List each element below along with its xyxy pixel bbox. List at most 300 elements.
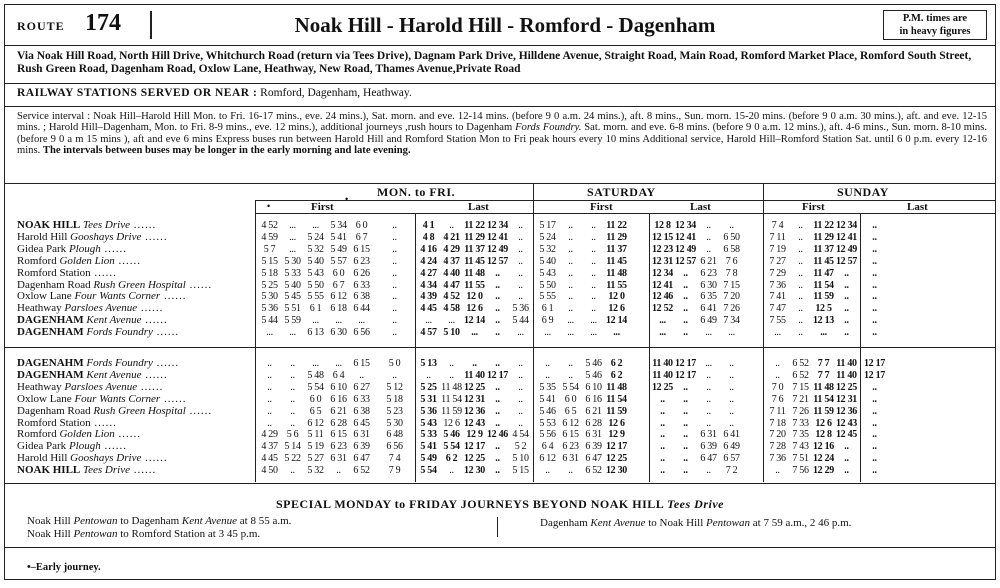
outbound-time-r5-c6: 4 34 <box>420 279 437 291</box>
inbound-time-r3-c12: 6 0 <box>564 393 577 405</box>
inbound-time-r7-c20: 7 43 <box>792 441 809 453</box>
inbound-time-r3-c3: 6 16 <box>330 393 347 405</box>
outbound-time-r9-c10: ... <box>517 327 524 339</box>
inbound-time-r0-c19: .. <box>775 358 780 369</box>
inbound-time-r5-c6: 5 43 <box>420 417 437 429</box>
stop-detail: Plough <box>66 242 101 255</box>
inbound-time-r5-c0: .. <box>267 417 272 429</box>
divider <box>5 183 995 184</box>
inbound-time-r6-c21: 12 8 <box>815 429 832 441</box>
leader-dots: ...... <box>100 242 127 255</box>
stop-name: Dagenham Road <box>17 404 91 417</box>
inbound-time-r1-c15: 11 40 <box>652 369 673 381</box>
outbound-time-r3-c18: 7 6 <box>725 255 738 267</box>
inbound-time-r0-c10: .. <box>518 358 523 369</box>
outbound-time-r8-c13: ... <box>590 315 597 327</box>
outbound-time-r2-c19: 7 19 <box>769 243 786 255</box>
inbound-time-r4-c5: 5 23 <box>386 405 403 417</box>
inbound-time-r6-c9: 12 46 <box>486 429 508 441</box>
inbound-time-r3-c23: .. <box>872 393 877 405</box>
inbound-time-r9-c16: .. <box>683 465 688 477</box>
outbound-time-r9-c8: ... <box>471 327 478 339</box>
outbound-time-r4-c6: 4 27 <box>420 267 437 279</box>
inbound-time-r1-c18: .. <box>729 369 734 381</box>
outbound-time-r9-c20: .. <box>798 327 803 339</box>
outbound-time-r0-c19: 7 4 <box>771 220 784 231</box>
inbound-time-r9-c3: .. <box>336 465 341 477</box>
inbound-time-r5-c10: .. <box>518 417 523 429</box>
outbound-time-r1-c23: .. <box>872 231 877 243</box>
outbound-time-r3-c0: 5 15 <box>261 255 278 267</box>
inbound-time-r9-c19: .. <box>775 465 780 477</box>
inbound-time-r4-c21: 11 59 <box>813 405 834 417</box>
inbound-time-r8-c23: .. <box>872 453 877 465</box>
outbound-time-r5-c14: 11 55 <box>606 279 627 291</box>
outbound-time-r1-c14: 11 29 <box>606 231 627 243</box>
inbound-time-r7-c1: 5 14 <box>284 441 301 453</box>
leader-dots: ...... <box>141 230 168 243</box>
inbound-time-r1-c11: .. <box>545 369 550 381</box>
outbound-time-r5-c8: 11 55 <box>464 279 485 291</box>
outbound-time-r8-c3: ... <box>335 315 342 327</box>
subheader-first-sunday: First <box>802 201 825 213</box>
outbound-time-r1-c18: 6 50 <box>723 231 740 243</box>
leader-dots: ...... <box>160 290 187 303</box>
special-heading-text: SPECIAL MONDAY to FRIDAY JOURNEYS BEYOND NOAK HILL <box>276 497 664 511</box>
outbound-time-r9-c16: .. <box>683 327 688 339</box>
outbound-time-r3-c11: 5 40 <box>539 255 556 267</box>
inbound-time-r4-c20: 7 26 <box>792 405 809 417</box>
inbound-time-r9-c12: .. <box>568 465 573 477</box>
outbound-time-r2-c10: .. <box>518 243 523 255</box>
inbound-time-r8-c9: .. <box>495 453 500 465</box>
outbound-time-r9-c15: ... <box>659 327 666 339</box>
inbound-time-r8-c6: 5 49 <box>420 453 437 465</box>
inbound-time-r4-c16: .. <box>683 405 688 417</box>
outbound-time-r0-c16: 12 34 <box>674 220 696 231</box>
stop-name: Oxlow Lane <box>17 392 72 405</box>
route-title: Noak Hill - Harold Hill - Romford - Dagenham <box>294 13 716 37</box>
sp3-to-detail: Pentowan <box>706 517 750 529</box>
inbound-time-r5-c20: 7 33 <box>792 417 809 429</box>
outbound-time-r4-c17: 6 23 <box>700 267 717 279</box>
inbound-time-r0-c11: .. <box>545 358 550 369</box>
inbound-time-r9-c1: .. <box>290 465 295 477</box>
inbound-time-r3-c19: 7 6 <box>771 393 784 405</box>
inbound-time-r5-c2: 6 12 <box>307 417 324 429</box>
inbound-time-r8-c8: 12 25 <box>463 453 485 465</box>
inbound-time-r0-c9: .. <box>495 358 500 369</box>
inbound-time-r8-c12: 6 31 <box>562 453 579 465</box>
special-journeys-heading <box>5 497 995 512</box>
inbound-time-r0-c14: 6 2 <box>610 358 623 369</box>
outbound-time-r4-c21: 11 47 <box>813 267 834 279</box>
outbound-time-r4-c8: 11 48 <box>464 267 485 279</box>
outbound-time-r0-c23: .. <box>872 220 877 231</box>
outbound-time-r8-c21: 12 13 <box>812 315 834 327</box>
outbound-time-r3-c14: 11 45 <box>606 255 627 267</box>
inbound-time-r2-c17: .. <box>706 381 711 393</box>
inbound-time-r5-c16: .. <box>683 417 688 429</box>
inbound-time-r4-c22: 12 36 <box>835 405 857 417</box>
outbound-time-r9-c11: ... <box>544 327 551 339</box>
outbound-time-r5-c10: .. <box>518 279 523 291</box>
inbound-time-r9-c17: .. <box>706 465 711 477</box>
inbound-stop-4 <box>17 406 212 417</box>
inbound-time-r5-c21: 12 6 <box>815 417 832 429</box>
inbound-time-r3-c7: 11 54 <box>441 393 462 405</box>
inbound-time-r2-c11: 5 35 <box>539 381 556 393</box>
stop-name: Romford <box>17 254 57 267</box>
outbound-time-r3-c3: 5 57 <box>330 255 347 267</box>
inbound-time-r1-c23: 12 17 <box>863 369 885 381</box>
stop-name: NOAK HILL <box>17 219 81 231</box>
inbound-stop-7 <box>17 441 127 452</box>
inbound-time-r7-c7: 5 54 <box>443 441 460 453</box>
header-divider <box>150 11 152 39</box>
outbound-time-r7-c15: 12 52 <box>651 303 673 315</box>
stop-detail: Kent Avenue <box>83 314 142 327</box>
outbound-time-r8-c8: 12 14 <box>463 315 485 327</box>
stop-name: DAGENHAM <box>17 326 84 339</box>
outbound-time-r3-c16: 12 57 <box>674 255 696 267</box>
outbound-time-r9-c4: 6 56 <box>353 327 370 339</box>
outbound-time-r9-c23: .. <box>872 327 877 339</box>
outbound-time-r6-c20: .. <box>798 291 803 303</box>
stop-detail: Kent Avenue <box>83 368 142 381</box>
stop-name: Romford Station <box>17 266 91 279</box>
inbound-time-r0-c17: ... <box>705 358 712 369</box>
outbound-time-r3-c6: 4 24 <box>420 255 437 267</box>
inbound-time-r8-c18: 6 57 <box>723 453 740 465</box>
inbound-time-r4-c15: .. <box>660 405 665 417</box>
railway-label: RAILWAY STATIONS SERVED OR NEAR : <box>17 87 258 99</box>
inbound-time-r6-c15: .. <box>660 429 665 441</box>
inbound-time-r0-c22: 11 40 <box>836 358 857 369</box>
stop-detail: Parsloes Avenue <box>61 380 138 393</box>
inbound-time-r8-c4: 6 47 <box>353 453 370 465</box>
outbound-time-r0-c6: 4 1 <box>422 220 435 231</box>
leader-dots: ...... <box>141 452 168 465</box>
inbound-time-r5-c15: .. <box>660 417 665 429</box>
outbound-time-r0-c13: .. <box>591 220 596 231</box>
outbound-time-r9-c14: ... <box>613 327 620 339</box>
outbound-time-r9-c7: 5 10 <box>443 327 460 339</box>
outbound-time-r2-c20: .. <box>798 243 803 255</box>
route-number: 174 <box>85 10 121 36</box>
special-journey-3 <box>540 517 851 529</box>
inbound-time-r7-c10: 5 2 <box>514 441 527 453</box>
outbound-time-r9-c12: ... <box>567 327 574 339</box>
inbound-time-r2-c15: 12 25 <box>651 381 673 393</box>
outbound-time-r6-c11: 5 55 <box>539 291 556 303</box>
inbound-time-r6-c2: 5 11 <box>307 429 324 441</box>
inbound-time-r2-c1: .. <box>290 381 295 393</box>
outbound-time-r6-c0: 5 30 <box>261 291 278 303</box>
inbound-time-r2-c21: 11 48 <box>813 381 834 393</box>
outbound-time-r6-c18: 7 20 <box>723 291 740 303</box>
outbound-time-r1-c20: .. <box>798 231 803 243</box>
divider <box>5 83 995 84</box>
inbound-time-r4-c7: 11 59 <box>441 405 462 417</box>
outbound-time-r9-c19: ... <box>774 327 781 339</box>
stop-detail: Gooshays Drive <box>67 230 142 243</box>
subheader-rule <box>255 213 995 214</box>
stop-name: Dagenham Road <box>17 278 91 291</box>
divider <box>5 547 995 548</box>
early-journey-mark: • <box>267 201 271 211</box>
outbound-time-r2-c17: .. <box>706 243 711 255</box>
inbound-time-r5-c14: 12 6 <box>608 417 625 429</box>
inbound-time-r6-c1: 5 6 <box>286 429 299 441</box>
special-journey-2 <box>27 528 260 540</box>
inbound-time-r9-c4: 6 52 <box>353 465 370 477</box>
outbound-time-r4-c4: 6 26 <box>353 267 370 279</box>
outbound-time-r7-c16: .. <box>683 303 688 315</box>
inbound-stop-9 <box>17 465 156 476</box>
inbound-stop-0 <box>17 358 179 369</box>
inbound-time-r3-c17: .. <box>706 393 711 405</box>
outbound-stop-5 <box>17 280 212 291</box>
inbound-time-r7-c9: .. <box>495 441 500 453</box>
outbound-time-r7-c3: 6 18 <box>330 303 347 315</box>
inbound-time-r4-c6: 5 36 <box>420 405 437 417</box>
inbound-time-r6-c20: 7 35 <box>792 429 809 441</box>
inbound-time-r3-c10: .. <box>518 393 523 405</box>
inbound-time-r7-c17: 6 39 <box>700 441 717 453</box>
inbound-time-r6-c0: 4 29 <box>261 429 278 441</box>
outbound-time-r8-c15: ... <box>659 315 666 327</box>
inbound-time-r2-c10: .. <box>518 381 523 393</box>
leader-dots: ...... <box>160 392 187 405</box>
outbound-time-r9-c13: ... <box>590 327 597 339</box>
inbound-time-r5-c19: 7 18 <box>769 417 786 429</box>
inbound-time-r7-c19: 7 28 <box>769 441 786 453</box>
outbound-time-r7-c1: 5 51 <box>284 303 301 315</box>
inbound-time-r4-c1: .. <box>290 405 295 417</box>
outbound-time-r7-c8: 12 6 <box>466 303 483 315</box>
inbound-time-r7-c21: 12 16 <box>812 441 834 453</box>
outbound-time-r6-c15: 12 46 <box>651 291 673 303</box>
service-interval <box>17 111 987 157</box>
inbound-time-r7-c23: .. <box>872 441 877 453</box>
day-header-monfri: MON. to FRI. <box>377 185 455 199</box>
special-heading-italic: Tees Drive <box>667 497 724 511</box>
outbound-time-r4-c13: .. <box>591 267 596 279</box>
outbound-time-r6-c16: .. <box>683 291 688 303</box>
inbound-time-r3-c6: 5 31 <box>420 393 437 405</box>
leader-dots: ...... <box>152 357 180 369</box>
outbound-stop-4 <box>17 268 117 279</box>
inbound-time-r1-c16: 12 17 <box>674 369 696 381</box>
inbound-time-r1-c4: .. <box>359 369 364 381</box>
inbound-time-r3-c18: .. <box>729 393 734 405</box>
inbound-time-r0-c13: 5 46 <box>585 358 602 369</box>
inbound-time-r6-c22: 12 45 <box>835 429 857 441</box>
inbound-time-r8-c22: .. <box>844 453 849 465</box>
inbound-time-r5-c8: 12 43 <box>463 417 485 429</box>
inbound-time-r7-c12: 6 23 <box>562 441 579 453</box>
outbound-time-r4-c2: 5 43 <box>307 267 324 279</box>
service-interval-note: The intervals between buses may be longer in the early morning and late evening. <box>42 145 411 157</box>
outbound-time-r6-c13: .. <box>591 291 596 303</box>
leader-dots: ...... <box>114 254 142 267</box>
inbound-time-r4-c2: 6 5 <box>309 405 322 417</box>
inbound-time-r8-c21: 12 24 <box>812 453 834 465</box>
leader-dots: ...... <box>137 380 164 393</box>
inbound-time-r9-c13: 6 52 <box>585 465 602 477</box>
outbound-time-r1-c2: 5 24 <box>307 231 324 243</box>
outbound-time-r6-c12: .. <box>568 291 573 303</box>
sp1-from: Noak Hill <box>27 515 71 527</box>
day-header-saturday: SATURDAY <box>587 185 656 199</box>
inbound-time-r9-c8: 12 30 <box>463 465 485 477</box>
inbound-time-r6-c10: 4 54 <box>512 429 529 441</box>
leader-dots: ...... <box>100 440 127 453</box>
inbound-time-r7-c13: 6 39 <box>585 441 602 453</box>
outbound-time-r0-c12: .. <box>568 220 573 231</box>
outbound-time-r6-c22: .. <box>844 291 849 303</box>
inbound-time-r7-c8: 12 17 <box>463 441 485 453</box>
inbound-time-r4-c0: .. <box>267 405 272 417</box>
inbound-time-r9-c21: 12 29 <box>812 465 834 477</box>
leader-dots: ...... <box>114 428 142 441</box>
outbound-time-r4-c9: .. <box>495 267 500 279</box>
leader-dots: ...... <box>141 314 168 327</box>
day-header-sunday: SUNDAY <box>837 185 889 199</box>
outbound-time-r0-c3: 5 34 <box>330 220 347 231</box>
inbound-time-r3-c13: 6 16 <box>585 393 602 405</box>
inbound-time-r9-c5: 7 9 <box>388 465 401 477</box>
outbound-time-r7-c12: .. <box>568 303 573 315</box>
stop-name: DAGENAHM <box>17 357 84 369</box>
outbound-time-r7-c21: 12 5 <box>815 303 832 315</box>
outbound-time-r2-c14: 11 37 <box>606 243 627 255</box>
day-header-rule <box>255 200 995 201</box>
outbound-time-r4-c0: 5 18 <box>261 267 278 279</box>
outbound-time-r1-c6: 4 8 <box>422 231 435 243</box>
outbound-stop-2 <box>17 244 127 255</box>
column-divider <box>763 183 764 482</box>
leader-dots: ...... <box>137 302 164 315</box>
outbound-time-r5-c21: 11 54 <box>813 279 834 291</box>
inbound-time-r0-c12: .. <box>568 358 573 369</box>
inbound-time-r9-c9: .. <box>495 465 500 477</box>
inbound-time-r5-c23: .. <box>872 417 877 429</box>
inbound-time-r5-c4: 6 45 <box>353 417 370 429</box>
stop-detail: Gooshays Drive <box>67 452 142 465</box>
stop-detail: Rush Green Hospital <box>90 404 186 417</box>
outbound-time-r7-c4: 6 44 <box>353 303 370 315</box>
inbound-time-r7-c14: 12 17 <box>605 441 627 453</box>
outbound-time-r8-c6: ... <box>425 315 432 327</box>
outbound-time-r2-c2: 5 32 <box>307 243 324 255</box>
inbound-time-r2-c9: .. <box>495 381 500 393</box>
inbound-time-r1-c19: .. <box>775 369 780 381</box>
stop-detail: Parsloes Avenue <box>61 302 138 315</box>
inbound-time-r9-c10: 5 15 <box>512 465 529 477</box>
inbound-time-r9-c22: .. <box>844 465 849 477</box>
outbound-time-r2-c7: 4 29 <box>443 243 460 255</box>
subheader-last-sunday: Last <box>907 201 928 213</box>
outbound-time-r7-c18: 7 26 <box>723 303 740 315</box>
stop-name: Oxlow Lane <box>17 290 72 303</box>
pm-note-line1: P.M. times are <box>902 13 968 24</box>
outbound-time-r2-c9: 12 49 <box>486 243 508 255</box>
inbound-time-r0-c15: 11 40 <box>652 358 673 369</box>
inbound-time-r1-c22: 11 40 <box>836 369 857 381</box>
inbound-time-r9-c14: 12 30 <box>605 465 627 477</box>
column-divider <box>533 183 534 482</box>
inbound-time-r2-c6: 5 25 <box>420 381 437 393</box>
inbound-time-r3-c0: .. <box>267 393 272 405</box>
outbound-time-r7-c14: 12 6 <box>608 303 625 315</box>
inbound-time-r6-c19: 7 20 <box>769 429 786 441</box>
inbound-time-r6-c3: 6 15 <box>330 429 347 441</box>
outbound-time-r6-c3: 6 12 <box>330 291 347 303</box>
sp1-to-detail: Kent Avenue <box>181 515 237 527</box>
inbound-time-r9-c15: .. <box>660 465 665 477</box>
inbound-time-r7-c0: 4 37 <box>261 441 278 453</box>
outbound-time-r6-c8: 12 0 <box>466 291 483 303</box>
outbound-time-r2-c21: 11 37 <box>813 243 834 255</box>
inbound-time-r1-c9: 12 17 <box>486 369 508 381</box>
inbound-time-r1-c21: 7 7 <box>817 369 830 381</box>
outbound-time-r7-c6: 4 45 <box>420 303 437 315</box>
inbound-time-r3-c5: 5 18 <box>386 393 403 405</box>
outbound-time-r6-c2: 5 55 <box>307 291 324 303</box>
outbound-time-r6-c14: 12 0 <box>608 291 625 303</box>
outbound-time-r6-c9: .. <box>495 291 500 303</box>
sp2-from: Noak Hill <box>27 528 71 540</box>
leader-dots: ...... <box>90 266 117 279</box>
sp1-to: to Dagenham <box>120 515 180 527</box>
inbound-time-r8-c7: 6 2 <box>445 453 458 465</box>
inbound-time-r4-c9: .. <box>495 405 500 417</box>
outbound-time-r7-c23: .. <box>872 303 877 315</box>
stop-detail: Golden Lion <box>56 428 115 441</box>
inbound-time-r5-c22: 12 43 <box>835 417 857 429</box>
stop-name: Harold Hill <box>17 452 68 465</box>
service-interval-text-2: Sat. morn. and eve. 6-8 mins. (before 9 0 a.m. 12 mins.), aft. 4-6 mins., Sun. morn. 8-10 mins. (before 9 0 a m 15 mins ), aft and eve 6 mins Express buses run between Harold Hill and Romford Station Mon to Fri peak hours every 10 mins Additional service, Harold Hill–Romford Station Sat. until 6 0 p.m. every 12-16 mins. <box>17 122 987 157</box>
inbound-time-r3-c14: 11 54 <box>606 393 627 405</box>
outbound-time-r0-c18: .. <box>729 220 734 231</box>
outbound-time-r7-c20: .. <box>798 303 803 315</box>
outbound-time-r6-c4: 6 38 <box>353 291 370 303</box>
inbound-time-r3-c4: 6 33 <box>353 393 370 405</box>
inbound-time-r2-c22: 12 25 <box>835 381 857 393</box>
inbound-time-r6-c13: 6 31 <box>585 429 602 441</box>
outbound-time-r6-c6: 4 39 <box>420 291 437 303</box>
inbound-time-r5-c5: 5 30 <box>386 417 403 429</box>
inbound-time-r2-c5: 5 12 <box>386 381 403 393</box>
inbound-time-r4-c12: 6 5 <box>564 405 577 417</box>
railway-stations <box>17 87 412 99</box>
leader-dots: ...... <box>90 416 117 429</box>
outbound-time-r8-c10: 5 44 <box>512 315 529 327</box>
inbound-time-r9-c18: 7 2 <box>725 465 738 477</box>
outbound-time-r0-c14: 11 22 <box>606 220 627 231</box>
inbound-time-r6-c14: 12 9 <box>608 429 625 441</box>
column-divider <box>255 200 256 482</box>
outbound-time-r1-c5: .. <box>392 231 397 243</box>
outbound-time-r1-c8: 11 29 <box>464 231 485 243</box>
inbound-time-r6-c6: 5 33 <box>420 429 437 441</box>
inbound-time-r9-c20: 7 56 <box>792 465 809 477</box>
inbound-time-r0-c23: 12 17 <box>863 358 885 369</box>
outbound-time-r5-c4: 6 33 <box>353 279 370 291</box>
outbound-time-r5-c11: 5 50 <box>539 279 556 291</box>
